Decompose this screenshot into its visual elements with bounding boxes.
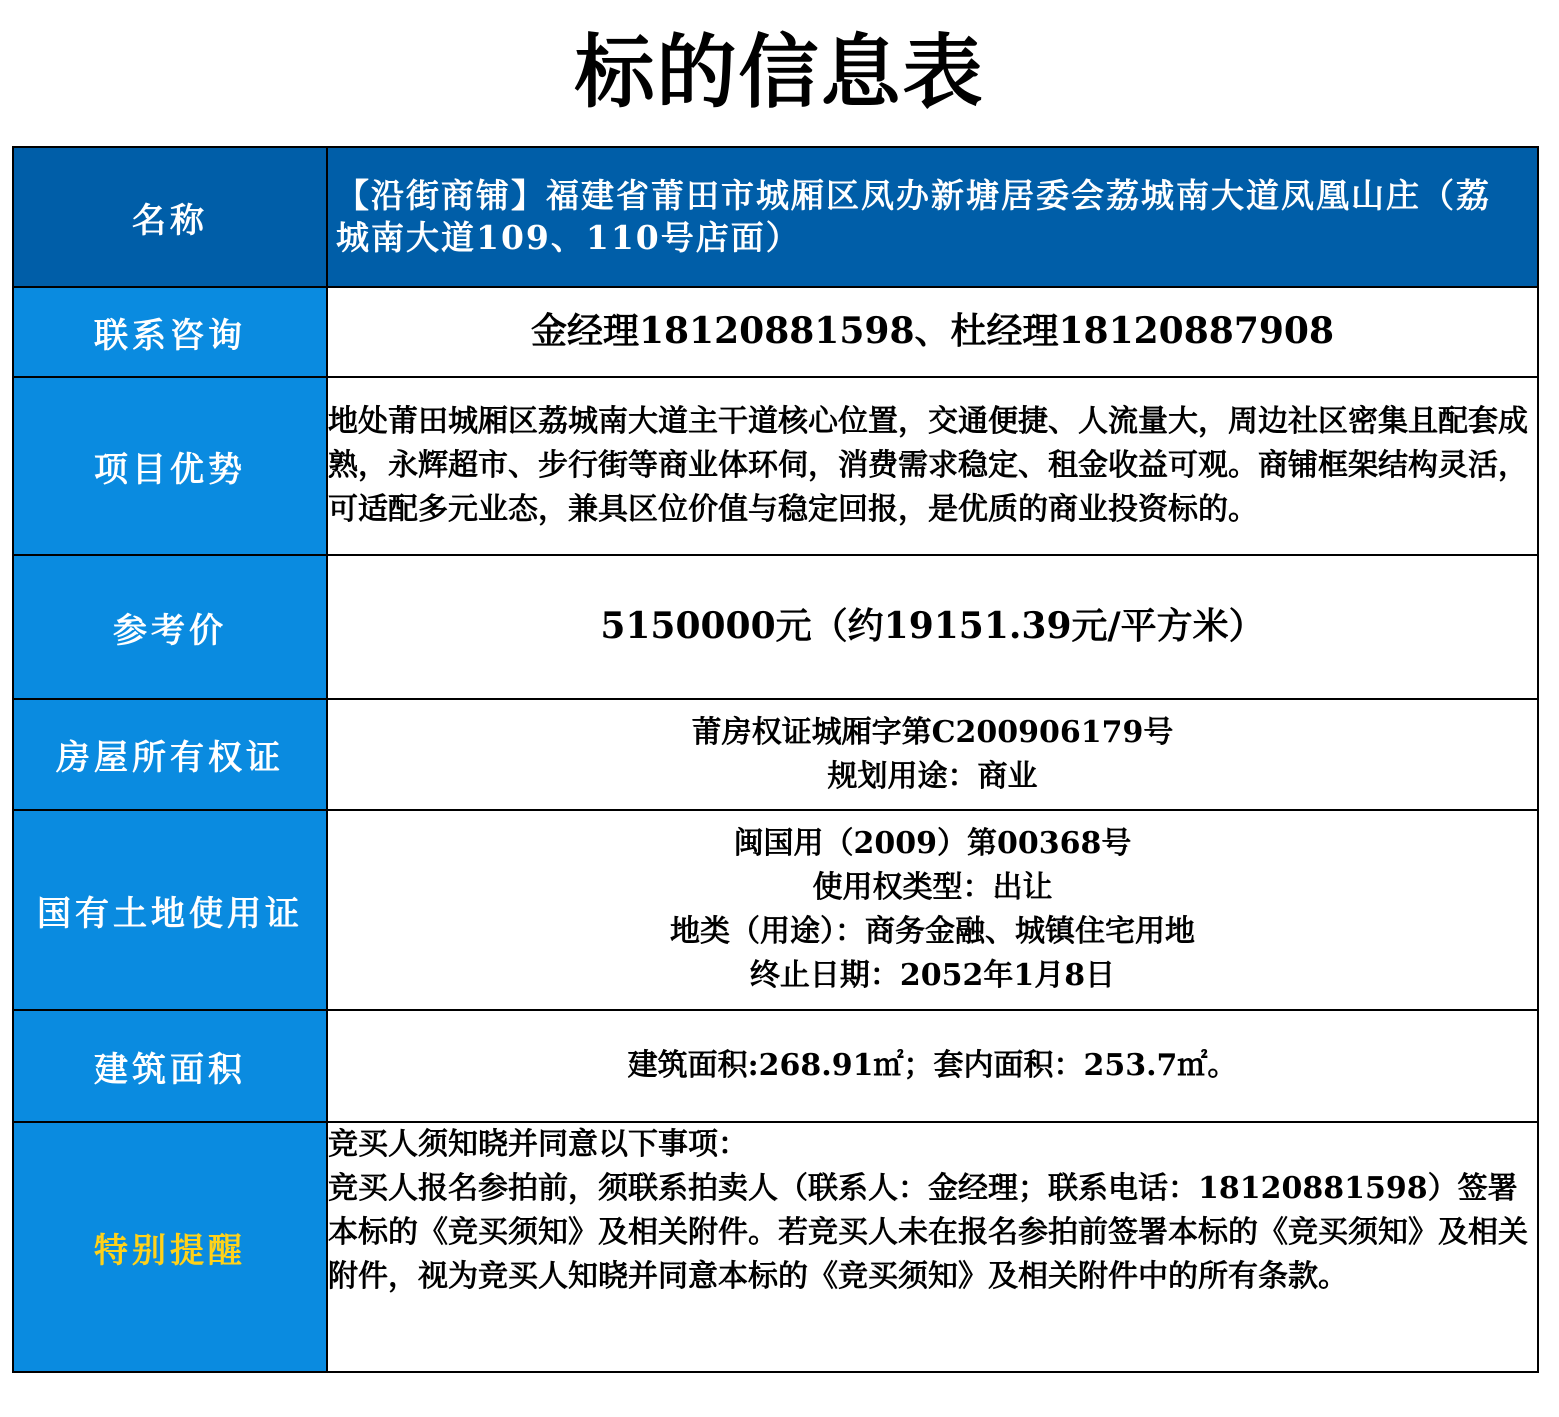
label-area: 建筑面积	[13, 1010, 327, 1122]
label-price: 参考价	[13, 555, 327, 699]
table-row-name	[13, 147, 1538, 287]
value-advantage: 地处莆田城厢区荔城南大道主干道核心位置，交通便捷、人流量大，周边社区密集且配套成熟，永辉超市、步行街等商业体环伺，消费需求稳定、租金收益可观。商铺框架结构灵活，可适配多元业态，兼具区位价值与稳定回报，是优质的商业投资标的。	[327, 377, 1538, 555]
label-house-cert: 房屋所有权证	[13, 699, 327, 810]
house-cert-number: 莆房权证城厢字第C200906179号	[691, 714, 1174, 750]
page-title: 标的信息表	[574, 25, 985, 119]
table-row-land-cert	[13, 810, 1538, 1010]
value-price	[327, 555, 1538, 699]
label-notice: 特别提醒	[13, 1122, 327, 1372]
value-notice	[327, 1122, 1538, 1372]
table-row-house-cert	[13, 699, 1538, 810]
land-cert-category: 地类（用途）：商务金融、城镇住宅用地	[670, 914, 1195, 949]
value-area: 建筑面积:268.91㎡；套内面积：253.7㎡。	[327, 1010, 1538, 1122]
value-house-cert	[327, 699, 1538, 810]
label-name: 名称	[13, 147, 327, 287]
notice-body: 竞买人报名参拍前，须联系拍卖人（联系人：金经理；联系电话：18120881598）签署本标的《竞买须知》及相关附件。若竞买人未在报名参拍前签署本标的《竞买须知》及相关附件，视为竞买人知晓并同意本标的《竞买须知》及相关附件中的所有条款。	[328, 1171, 1528, 1294]
label-advantage: 项目优势	[13, 377, 327, 555]
house-cert-usage: 规划用途：商业	[827, 758, 1038, 794]
land-cert-number: 闽国用（2009）第00368号	[733, 826, 1132, 861]
land-cert-end-date: 终止日期：2052年1月8日	[749, 958, 1116, 993]
table-row-advantage	[13, 377, 1538, 555]
price-text: 5150000元（约19151.39元/平方米）	[600, 604, 1265, 647]
value-contact	[327, 287, 1538, 377]
land-cert-right-type: 使用权类型：出让	[812, 870, 1053, 905]
label-land-cert: 国有土地使用证	[13, 810, 327, 1010]
info-table	[12, 146, 1539, 1373]
table-row-price	[13, 555, 1538, 699]
table-row-notice	[13, 1122, 1538, 1372]
table-row-contact	[13, 287, 1538, 377]
value-name: 【沿街商铺】福建省莆田市城厢区凤办新塘居委会荔城南大道凤凰山庄（荔城南大道109、110号店面）	[327, 147, 1538, 287]
contact-text: 金经理18120881598、杜经理18120887908	[530, 309, 1335, 352]
label-contact: 联系咨询	[13, 287, 327, 377]
notice-heading: 竞买人须知晓并同意以下事项：	[328, 1127, 748, 1162]
value-land-cert	[327, 810, 1538, 1010]
table-row-area	[13, 1010, 1538, 1122]
